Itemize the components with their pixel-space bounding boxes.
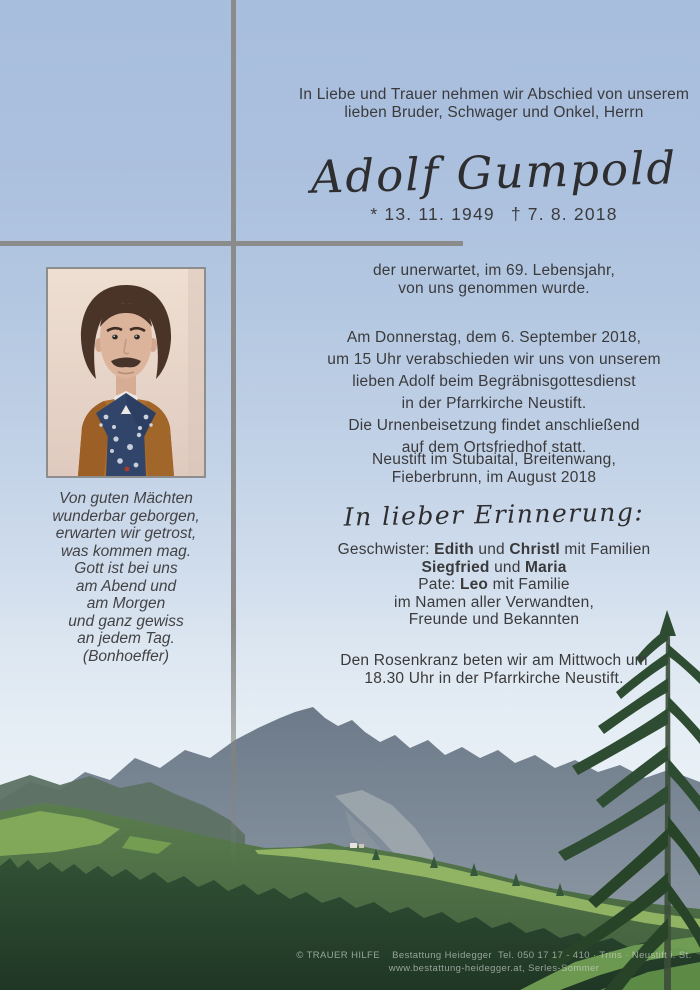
cross-horizontal-bar (0, 241, 463, 246)
mourner-name: Maria (525, 558, 567, 576)
deceased-name: Adolf Gumpold (310, 141, 678, 204)
poem (28, 490, 224, 665)
passing-text (284, 262, 700, 297)
text-segment: Freunde und Bekannten (408, 611, 580, 628)
text-line: und ganz gewiss (68, 612, 184, 630)
text-line (284, 541, 700, 559)
life-dates (284, 206, 700, 224)
portrait-drawing (48, 269, 204, 476)
text-line: am Morgen (86, 595, 166, 612)
funeral-home-footer (284, 949, 700, 975)
text-line: auf dem Ortsfriedhof statt. (401, 439, 587, 456)
text-line (284, 611, 700, 629)
text-line: erwarten wir getrost, (55, 525, 197, 542)
cross-vertical-bar (231, 0, 236, 868)
poem-attribution: (Bonhoeffer) (82, 647, 170, 665)
text-segment: mit Familie (488, 576, 570, 593)
text-line: was kommen mag. (60, 542, 192, 560)
text-line: lieben Bruder, Schwager und Onkel, Herrn (344, 103, 644, 121)
mourner-name: Christl (509, 541, 560, 558)
text-line: in der Pfarrkirche Neustift. (401, 395, 587, 412)
mourner-name: Siegfried (421, 558, 490, 576)
text-line: um 15 Uhr verabschieden wir uns von unserem (327, 351, 661, 368)
text-line: Den Rosenkranz beten wir am Mittwoch um (340, 652, 648, 669)
text-segment: und (473, 541, 510, 558)
text-line: Neustift im Stubaital, Breitenwang, (372, 451, 616, 468)
text-line: an jedem Tag. (77, 630, 175, 647)
text-line: Fieberbrunn, im August 2018 (391, 468, 597, 486)
funeral-details (284, 327, 700, 459)
footer-line1: © TRAUER HILFE Bestattung Heidegger Tel. 050 17 17 - 410 · Trins · Neustift i. St. (296, 950, 692, 961)
footer-line2: www.bestattung-heidegger.at, Serles-Sommer (388, 963, 600, 974)
mourners-list (284, 541, 700, 629)
intro-text (284, 86, 700, 121)
text-line: der unerwartet, im 69. Lebensjahr, (372, 262, 616, 279)
text-line: am Abend und (75, 577, 177, 595)
places-and-date (284, 451, 700, 486)
text-segment: im Namen aller Verwandten, (394, 593, 594, 611)
death-date: † 7. 8. 2018 (510, 204, 618, 224)
text-line: Gott ist bei uns (74, 560, 178, 577)
text-line: Die Urnenbeisetzung findet anschließend (348, 417, 640, 434)
remembrance-title: In lieber Erinnerung: (343, 497, 645, 532)
text-line (284, 594, 700, 612)
alp-hut (359, 844, 364, 848)
portrait-photo (46, 267, 206, 478)
text-segment: Geschwister: (337, 541, 435, 558)
mourner-name: Edith (434, 541, 474, 558)
text-segment: mit Familien (559, 541, 651, 558)
text-segment: Pate: (418, 576, 460, 593)
text-line: Von guten Mächten (59, 490, 193, 507)
text-line: In Liebe und Trauer nehmen wir Abschied von unserem (298, 86, 690, 103)
alp-hut (350, 843, 357, 848)
poem-lines (28, 490, 224, 648)
text-line: 18.30 Uhr in der Pfarrkirche Neustift. (364, 669, 624, 687)
text-line: lieben Adolf beim Begräbnisgottesdienst (352, 373, 636, 390)
text-segment: und (489, 558, 526, 576)
text-line: von uns genommen wurde. (398, 279, 590, 297)
text-line: wunderbar geborgen, (52, 507, 200, 525)
text-line (284, 576, 700, 594)
mourner-name: Leo (459, 576, 489, 593)
rosary-notice (284, 652, 700, 687)
birth-date: * 13. 11. 1949 (370, 204, 495, 224)
text-line (284, 559, 700, 577)
text-line: Am Donnerstag, dem 6. September 2018, (346, 329, 642, 346)
